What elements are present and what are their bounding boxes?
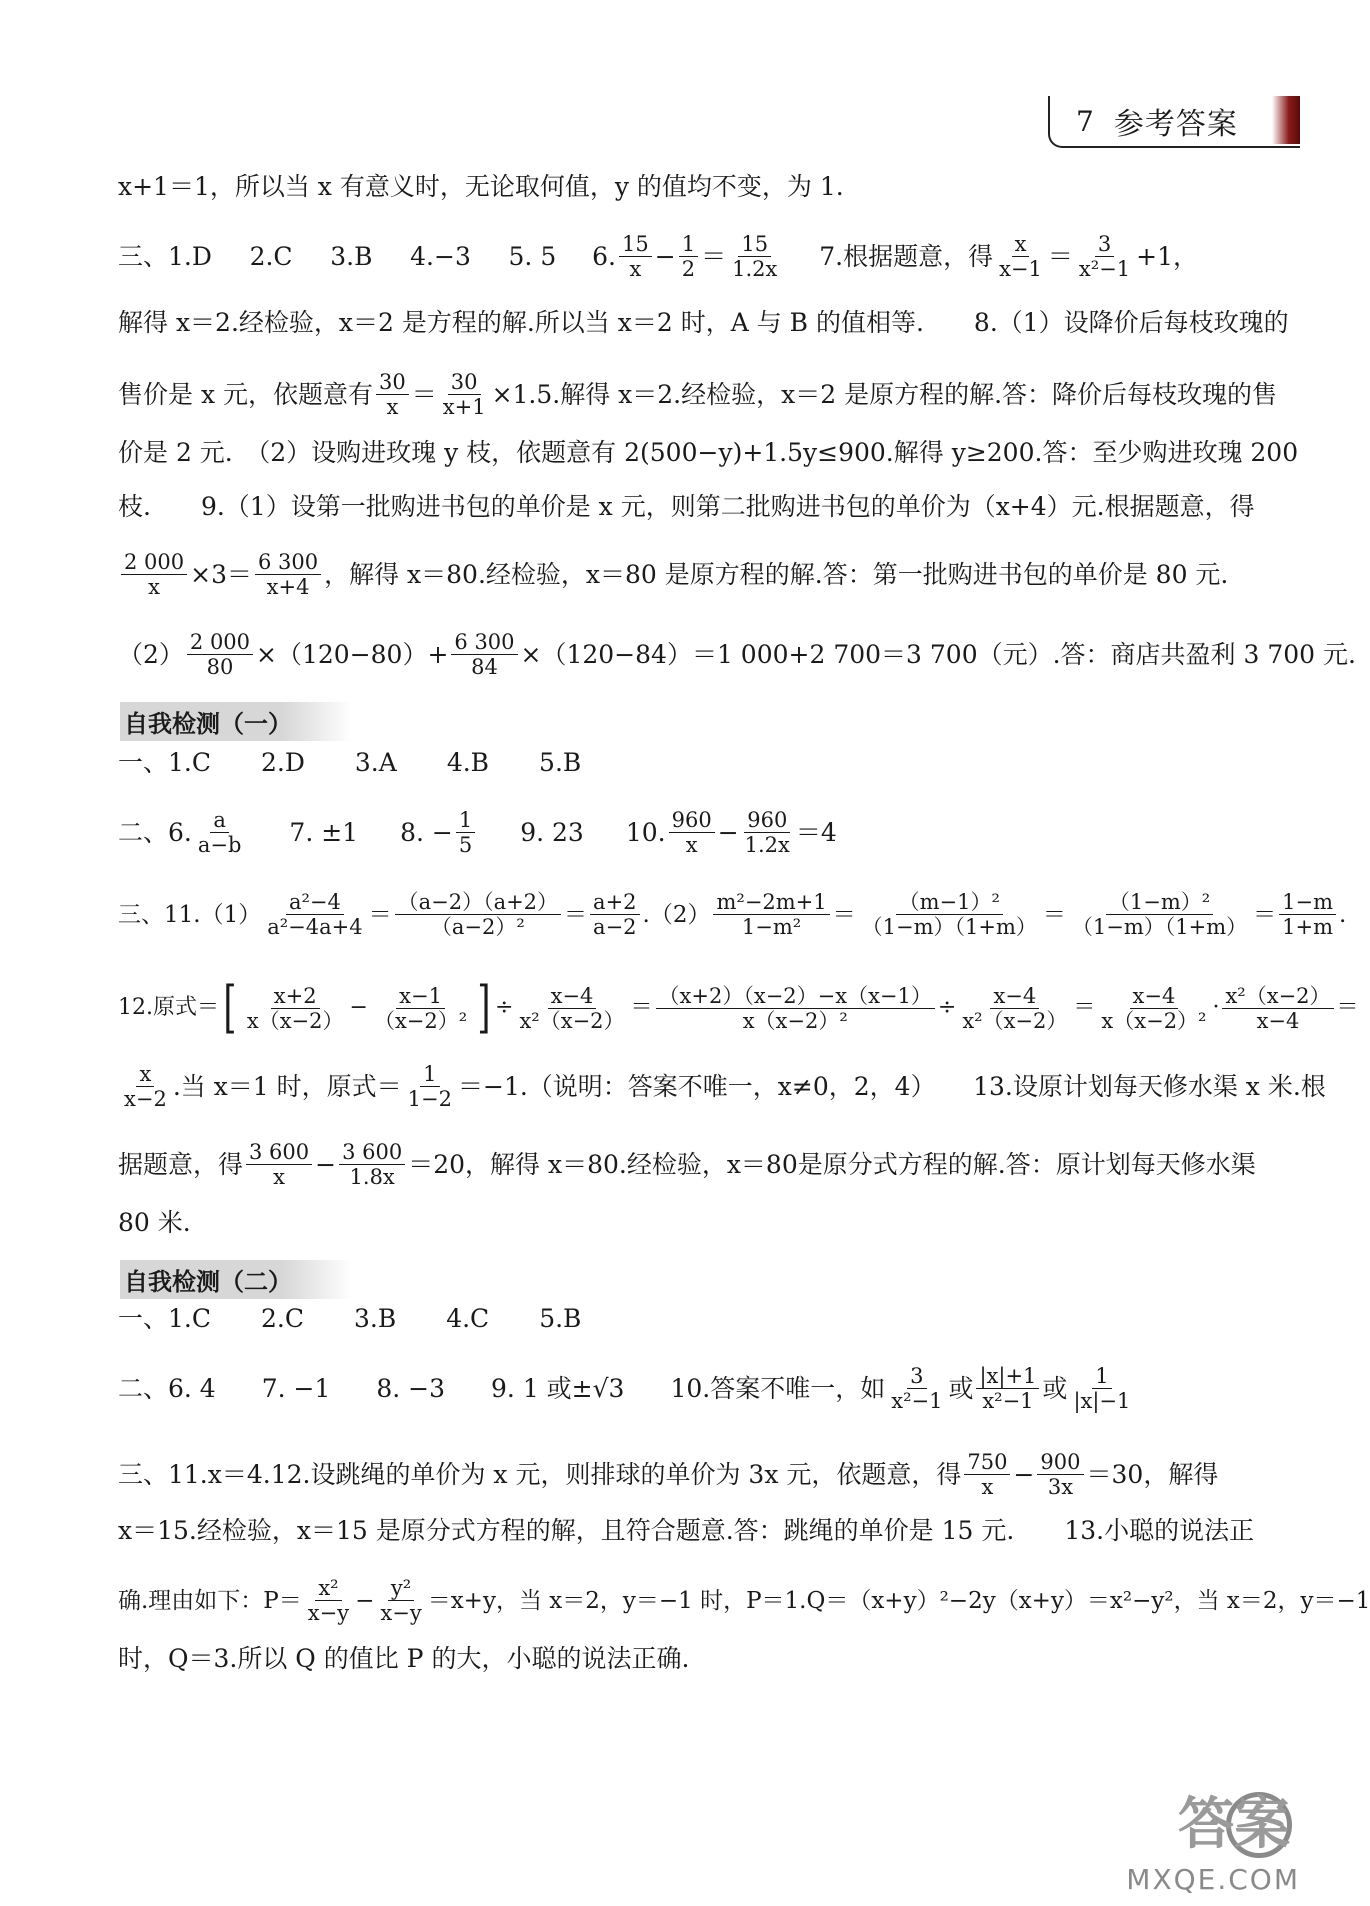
fraction-denominator: 1.2x [732,257,778,281]
fraction-numerator: y² [388,1576,414,1601]
fraction-numerator: 900 [1037,1450,1083,1475]
fraction-denominator: （x−2）² [373,1008,468,1033]
fraction-numerator: x [1012,232,1030,257]
line-text: 三、11.（1） [118,901,262,928]
fraction-denominator: （a−2）² [430,915,525,939]
fraction-numerator: 3 600 [339,1140,405,1165]
fraction [1076,232,1133,281]
fraction [395,890,561,939]
fraction-numerator: x [136,1062,154,1087]
watermark-main: 答案 [1178,1792,1290,1857]
fraction [619,232,652,281]
fraction-numerator: （m−1）² [896,890,1003,915]
fraction-denominator: 1+m [1282,915,1334,939]
line-text: 时，Q＝3.所以 Q 的值比 P 的大，小聪的说法正确. [118,1644,690,1673]
fraction-numerator: x² [315,1576,341,1601]
operator: ＝ [832,901,856,928]
answer-item: 7. ±1 [289,817,359,847]
fraction [976,1364,1039,1413]
watermark-logo [1110,1786,1300,1896]
operator: ＝ [1253,901,1277,928]
fraction-numerator: a²−4 [286,890,344,915]
fraction [1070,1364,1133,1413]
fraction-denominator: x−4 [1256,1008,1300,1033]
operator: ＝ [1073,995,1096,1020]
fraction-denominator: x [148,575,160,599]
fraction [1098,984,1209,1033]
fraction [1069,890,1250,939]
answer-item: 一、1.C [118,748,211,777]
fraction-numerator: 1 [1092,1364,1111,1389]
page-title: 参考答案 [1113,107,1238,142]
watermark-url: MXQE.COM [1126,1863,1300,1896]
operator: ＝ [368,901,392,928]
section-heading: 自我检测（二） [120,1260,352,1299]
operator: − [349,995,368,1020]
fraction-denominator: 5 [458,833,473,857]
fraction [339,1140,405,1189]
fraction [371,984,470,1033]
page-header [1048,96,1300,148]
fraction [859,890,1040,939]
answer-item: 10. [625,817,666,847]
fraction-numerator: 750 [964,1450,1010,1475]
fraction-numerator: 1−m [1279,890,1336,915]
fraction [669,808,715,857]
fraction [255,550,321,599]
line-text: 价是 2 元. （2）设购进玫瑰 y 枝，依题意有 2(500−y)+1.5y≤900.解得 y≥200.答：至少购进玫瑰 200 [118,438,1299,467]
line-text: ×3＝ [190,559,252,589]
fraction-denominator: 2 [681,257,696,281]
fraction-numerator: 30 [376,370,409,395]
fraction-denominator: 84 [471,655,498,679]
text-line [118,1062,1326,1111]
fraction-numerator: 3 [1095,232,1114,257]
answer-item: 三、1.D [118,241,212,271]
fraction [405,1062,455,1111]
line-text: （2） [649,901,711,928]
text-line [118,1140,1256,1189]
fraction-denominator: a²−4a+4 [267,915,363,939]
fraction-denominator: a−2 [593,915,637,939]
line-text: ×（120−80）+ [256,639,449,669]
fraction-denominator: a−b [197,833,242,857]
line-text: ×（120−84）＝1 000+2 700＝3 700（元）.答：商店共盈利 3 700 元. [520,639,1356,669]
fraction-denominator: 1−m² [741,915,802,939]
fraction-denominator: x−y [307,1601,350,1625]
fraction [679,232,698,281]
fraction-denominator: x²−1 [982,1389,1034,1413]
text-line [118,1206,1198,1240]
fraction-denominator: x−y [380,1601,422,1625]
line-text: 12.原式＝ [118,995,219,1020]
operator: · [1212,995,1220,1020]
fraction-denominator: x [685,833,698,857]
fraction-denominator: （1−m）（1+m） [861,915,1037,939]
fraction-numerator: 960 [669,808,715,833]
answer-item: 8. −3 [376,1373,446,1403]
line-text: ＝4 [795,817,837,847]
fraction-numerator: 15 [738,232,771,257]
fraction [1222,984,1333,1033]
fraction-numerator: a [210,808,229,833]
fraction-denominator: 1.2x [744,833,790,857]
line-text: 据题意，得 [118,1149,244,1179]
fraction-numerator: x−1 [396,984,445,1009]
line-text: 枝. 9.（1）设第一批购进书包的单价是 x 元，则第二批购进书包的单价为（x+4）元.根据题意，得 [118,492,1255,521]
answer-item: 5. 5 [508,241,557,271]
fraction [964,1450,1010,1499]
line-text: ，解得 x＝80.经检验，x＝80 是原方程的解.答：第一批购进书包的单价是 80 元. [324,559,1229,589]
fraction [376,370,409,419]
line-text: x＝15.经检验，x＝15 是原分式方程的解，且符合题意.答：跳绳的单价是 15 元. 13.小聪的说法正 [118,1516,1255,1545]
text-line [118,1642,1198,1676]
answer-line [118,975,1359,1040]
page-number: 7 [1076,104,1094,138]
operator: − [654,241,676,271]
answer-item: 4.B [446,748,490,777]
answer-item: 4.−3 [410,241,471,271]
answer-line [118,1364,1198,1413]
answer-item: 6. [592,241,616,271]
operator: ＝ [630,995,653,1020]
operator: ＝ [1336,995,1359,1020]
fraction-denominator: x−2 [124,1087,167,1111]
fraction [377,1576,424,1625]
fraction-numerator: 6 300 [451,630,517,655]
fraction-denominator: 1.8x [349,1165,395,1189]
answer-item: 3.B [330,241,373,271]
operator: − [717,817,739,847]
answer-line [118,1302,1198,1336]
fraction-numerator: 2 000 [187,630,253,655]
answer-item: 二、6. [118,817,192,847]
fraction [195,808,245,857]
fraction [451,630,517,679]
answer-item: 4.C [446,1304,490,1333]
fraction [244,984,347,1033]
text-line [118,550,1229,599]
answer-line [118,808,1198,857]
fraction [888,1364,945,1413]
fraction-numerator: 3 600 [246,1140,312,1165]
answer-item: 5.B [539,748,582,777]
left-bracket: [ [223,975,237,1040]
line-text: 售价是 x 元，依题意有 [118,379,373,409]
line-text: +1， [1136,241,1198,271]
fraction-denominator: 80 [206,655,234,679]
fraction [996,232,1045,281]
line-text: 三、11.x＝4. [118,1459,271,1489]
operator: − [315,1149,337,1179]
fraction-denominator: x（x−2）² [1101,1008,1207,1033]
fraction-numerator: （x+2）（x−2）−x（x−1） [656,984,935,1009]
section-heading: 自我检测（一） [120,702,352,741]
line-text: ＝x+y，当 x＝2，y＝−1 时，P＝1.Q＝（x+y）²−2y（x+y）＝x²−y²，当 x＝2，y＝−1 [427,1587,1370,1614]
fraction-denominator: x+4 [266,575,310,599]
fraction-numerator: x−4 [548,984,597,1009]
fraction [305,1576,352,1625]
fraction [456,808,475,857]
operator: ＝ [701,241,727,271]
fraction-denominator: x [981,1475,994,1499]
fraction-numerator: 3 [907,1364,926,1389]
fraction-denominator: x（x−2）² [742,1008,848,1033]
line-text: 或 [1042,1373,1068,1403]
answer-item: 7.根据题意，得 [819,241,994,271]
answer-item: 8. − [400,817,453,847]
answer-item: 一、1.C [118,1304,211,1333]
answer-item: 2.D [260,748,305,777]
fraction [440,370,489,419]
answer-item: 3.B [353,1304,397,1333]
fraction-numerator: a+2 [590,890,639,915]
line-text: 12.设跳绳的单价为 x 元，则排球的单价为 3x 元，依题意，得 [270,1459,962,1489]
operator: ＝ [1047,241,1073,271]
answer-line [118,746,1198,780]
operator: ＝ [411,379,437,409]
operator: ÷ [937,995,957,1020]
fraction [516,984,627,1033]
line-text: . [642,901,650,928]
fraction-denominator: x²（x−2） [962,1008,1068,1033]
fraction-denominator: x²−1 [1078,257,1131,281]
fraction-denominator: 1−2 [407,1087,452,1111]
fraction-denominator: x²（x−2） [519,1008,625,1033]
answer-item: 9. 1 或±√3 [491,1373,625,1403]
text-line [118,1514,1255,1548]
operator: ÷ [495,995,514,1020]
line-text: 解得 x＝2.经检验，x＝2 是方程的解.所以当 x＝2 时，A 与 B 的值相等. 8.（1）设降价后每枝玫瑰的 [118,308,1289,337]
header-color-strip [1272,96,1300,144]
fraction [729,232,780,281]
fraction-denominator: x+1 [442,395,486,419]
line-text: 或 [948,1373,974,1403]
answer-line [118,890,1347,939]
line-text: . [1339,901,1347,928]
answer-item: 9. 23 [520,817,584,847]
text-line [118,1576,1370,1625]
fraction-numerator: 15 [619,232,652,257]
fraction-numerator: |x|+1 [976,1364,1039,1389]
fraction [187,630,253,679]
fraction-numerator: x−4 [1130,984,1179,1009]
fraction-numerator: （1−m）² [1106,890,1213,915]
fraction-denominator: 3x [1047,1475,1074,1499]
line-text: 确.理由如下：P＝ [118,1587,302,1614]
answer-item: 2.C [249,241,293,271]
operator: − [355,1587,375,1614]
fraction-numerator: 960 [744,808,790,833]
answer-item: 7. −1 [261,1373,331,1403]
operator: ＝ [1042,901,1066,928]
fraction-denominator: x（x−2） [246,1008,344,1033]
text-line [118,630,1356,679]
fraction [1037,1450,1083,1499]
fraction [742,808,793,857]
fraction [590,890,639,939]
line-text: .当 x＝1 时，原式＝ [172,1071,402,1101]
fraction [1279,890,1336,939]
fraction [656,984,935,1033]
line-text: ＝20，解得 x＝80.经检验，x＝80是原分式方程的解.答：原计划每天修水渠 [408,1149,1256,1179]
fraction-numerator: （a−2）（a+2） [395,890,561,915]
fraction-numerator: 1 [679,232,698,257]
fraction-numerator: x²（x−2） [1222,984,1333,1009]
text-line [118,436,1299,470]
fraction-denominator: x [273,1165,285,1189]
fraction [713,890,829,939]
operator: ＝ [564,901,588,928]
fraction [246,1140,312,1189]
answer-item: 2.C [260,1304,304,1333]
fraction-numerator: x−4 [990,984,1039,1009]
line-text: 80 米. [118,1208,191,1237]
fraction [264,890,365,939]
line-text: ×1.5.解得 x＝2.经检验，x＝2 是原方程的解.答：降价后每枝玫瑰的售 [491,379,1278,409]
text-line [118,490,1255,524]
line-text: ＝−1.（说明：答案不唯一，x≠0，2，4） 13.设原计划每天修水渠 x 米.根 [458,1071,1326,1101]
line-text: ＝30，解得 [1086,1459,1219,1489]
fraction [959,984,1070,1033]
fraction-numerator: 2 000 [121,550,187,575]
answer-item: 3.A [354,748,397,777]
fraction-numerator: m²−2m+1 [713,890,829,915]
answer-item: 二、6. 4 [118,1373,216,1403]
fraction-denominator: x [629,257,642,281]
answer-line-q3 [118,232,1198,281]
fraction-denominator: x [386,395,399,419]
fraction-numerator: 6 300 [255,550,321,575]
fraction-numerator: 30 [448,370,481,395]
text-line [118,370,1278,419]
fraction-numerator: 1 [420,1062,439,1087]
answer-item: 10.答案不唯一，如 [670,1373,886,1403]
line-text: （2） [118,639,184,669]
text-line [118,306,1289,340]
fraction-denominator: x²−1 [891,1389,943,1413]
fraction-numerator: 1 [456,808,475,833]
operator: − [1013,1459,1035,1489]
answer-line [118,1450,1219,1499]
right-bracket: ] [477,975,491,1040]
text-line [118,170,1198,204]
answer-item: 5.B [539,1304,582,1333]
fraction-numerator: x+2 [271,984,320,1009]
fraction-denominator: |x|−1 [1073,1389,1131,1413]
fraction [121,1062,170,1111]
fraction-denominator: （1−m）（1+m） [1071,915,1248,939]
line-text: x+1＝1，所以当 x 有意义时，无论取何值，y 的值均不变，为 1. [118,172,844,201]
fraction [121,550,187,599]
fraction-denominator: x−1 [999,257,1042,281]
